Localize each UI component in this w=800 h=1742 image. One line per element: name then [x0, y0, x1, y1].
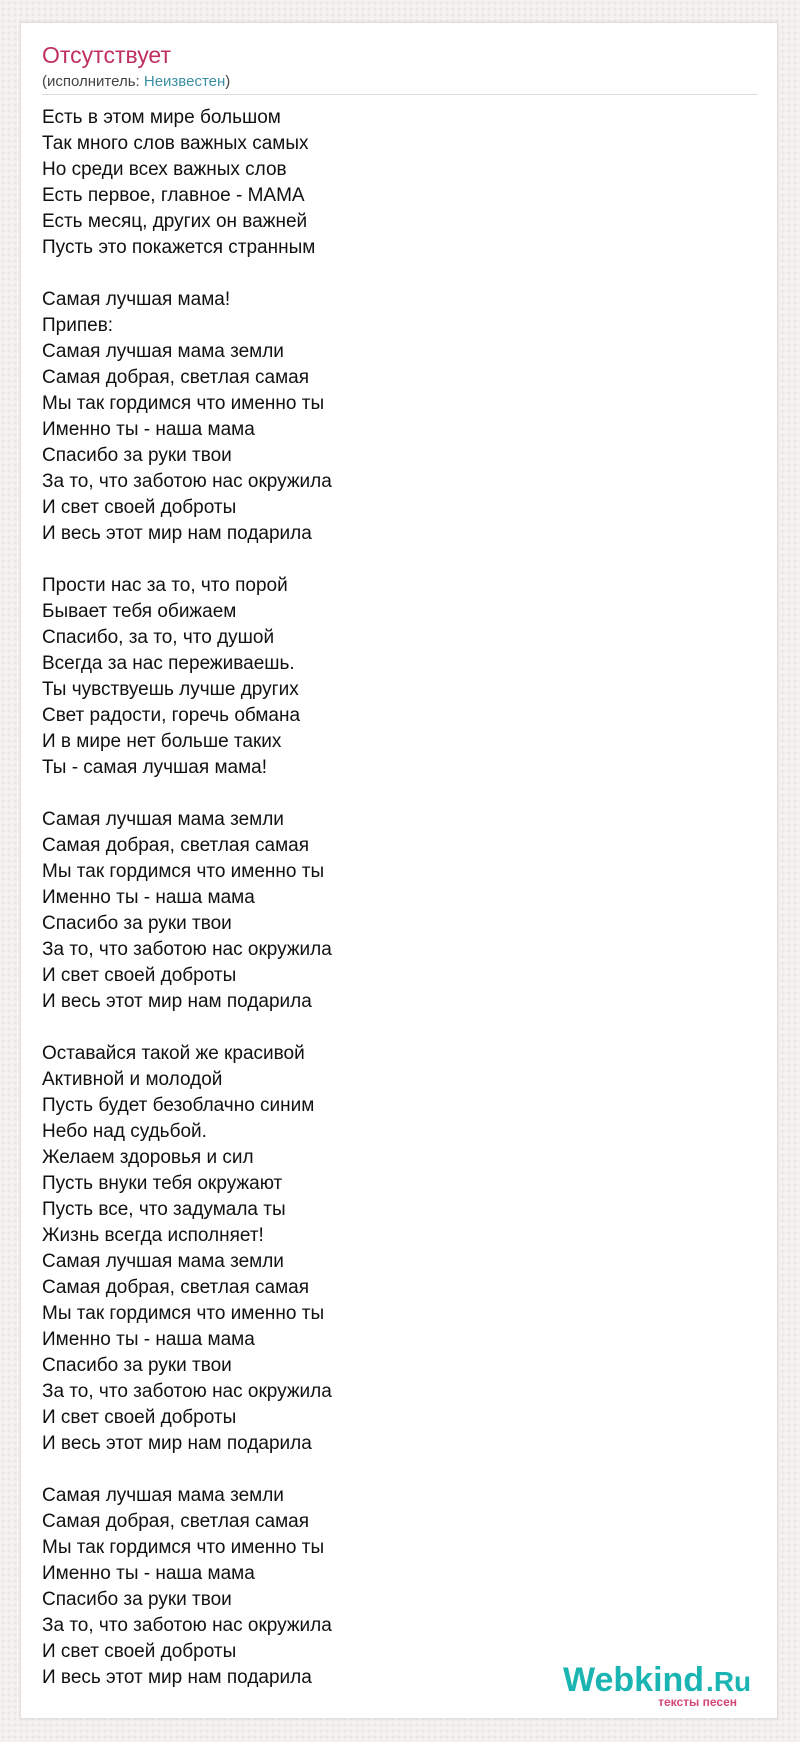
lyric-line: Спасибо за руки твои: [42, 445, 232, 466]
lyric-line: И свет своей доброты: [42, 1407, 237, 1428]
lyric-line: Мы так гордимся что именно ты: [42, 1537, 325, 1558]
lyric-line: Мы так гордимся что именно ты: [42, 1303, 325, 1324]
lyric-line: Спасибо за руки твои: [42, 913, 232, 934]
lyric-line: Самая добрая, светлая самая: [42, 1277, 310, 1298]
lyric-line: Именно ты - наша мама: [42, 887, 255, 908]
artist-link[interactable]: Неизвестен: [143, 73, 226, 90]
artist-line: [42, 73, 230, 91]
lyric-line: Пусть будет безоблачно синим: [42, 1095, 315, 1116]
lyric-line: Ты чувствуешь лучше других: [42, 679, 299, 700]
lyric-line: Есть первое, главное - МАМА: [42, 185, 305, 206]
lyric-line: Пусть внуки тебя окружают: [42, 1173, 283, 1194]
stanza-gap: [42, 261, 332, 287]
lyric-line: Именно ты - наша мама: [42, 1329, 255, 1350]
lyric-line: Самая лучшая мама земли: [42, 341, 284, 362]
stanza-gap: [42, 1015, 332, 1041]
stanza-gap: [42, 781, 332, 807]
lyric-line: Жизнь всегда исполняет!: [42, 1225, 264, 1246]
lyric-line: Именно ты - наша мама: [42, 419, 255, 440]
song-title: Отсутствует: [42, 42, 171, 68]
lyric-line: И весь этот мир нам подарила: [42, 991, 312, 1012]
artist-suffix: ): [225, 73, 231, 90]
stanza-gap: [42, 1457, 332, 1483]
lyric-line: Спасибо, за то, что душой: [42, 627, 275, 648]
lyric-line: Самая добрая, светлая самая: [42, 835, 310, 856]
lyric-line: Но среди всех важных слов: [42, 159, 287, 180]
lyric-line: Оставайся такой же красивой: [42, 1043, 305, 1064]
lyric-line: Желаем здоровья и сил: [42, 1147, 254, 1168]
lyric-line: Самая лучшая мама земли: [42, 1251, 284, 1272]
lyric-line: Самая добрая, светлая самая: [42, 367, 310, 388]
lyric-line: И в мире нет больше таких: [42, 731, 282, 752]
lyric-line: Самая лучшая мама!: [42, 289, 231, 310]
lyric-line: Пусть все, что задумала ты: [42, 1199, 286, 1220]
lyric-line: Спасибо за руки твои: [42, 1589, 232, 1610]
webkind-logo[interactable]: [563, 1660, 773, 1710]
lyric-line: За то, что заботою нас окружила: [42, 939, 332, 960]
lyrics-card: [20, 22, 778, 1719]
lyric-line: Самая лучшая мама земли: [42, 1485, 284, 1506]
lyric-line: Активной и молодой: [42, 1069, 223, 1090]
lyric-line: Прости нас за то, что порой: [42, 575, 288, 596]
lyrics-text: [42, 105, 332, 1691]
lyric-line: Самая добрая, светлая самая: [42, 1511, 310, 1532]
lyric-line: Именно ты - наша мама: [42, 1563, 255, 1584]
lyric-line: Есть месяц, других он важней: [42, 211, 308, 232]
lyric-line: Мы так гордимся что именно ты: [42, 861, 325, 882]
lyric-line: Так много слов важных самых: [42, 133, 309, 154]
logo-tagline: тексты песен: [658, 1695, 737, 1709]
lyric-line: И весь этот мир нам подарила: [42, 523, 312, 544]
lyric-line: И весь этот мир нам подарила: [42, 1433, 312, 1454]
lyric-line: И свет своей доброты: [42, 497, 237, 518]
stanza-gap: [42, 547, 332, 573]
lyric-line: За то, что заботою нас окружила: [42, 471, 332, 492]
lyric-line: Припев:: [42, 315, 114, 336]
lyric-line: Пусть это покажется странным: [42, 237, 316, 258]
artist-prefix: (исполнитель:: [42, 73, 144, 90]
lyric-line: За то, что заботою нас окружила: [42, 1381, 332, 1402]
lyric-line: И свет своей доброты: [42, 1641, 237, 1662]
lyric-line: Мы так гордимся что именно ты: [42, 393, 325, 414]
lyric-line: И свет своей доброты: [42, 965, 237, 986]
lyric-line: За то, что заботою нас окружила: [42, 1615, 332, 1636]
lyric-line: Самая лучшая мама земли: [42, 809, 284, 830]
logo-tld: .Ru: [706, 1666, 752, 1697]
lyric-line: Ты - самая лучшая мама!: [42, 757, 267, 778]
lyric-line: Бывает тебя обижаем: [42, 601, 237, 622]
lyric-line: Свет радости, горечь обмана: [42, 705, 301, 726]
logo-name: Webkind: [563, 1661, 705, 1699]
lyric-line: И весь этот мир нам подарила: [42, 1667, 312, 1688]
lyric-line: Спасибо за руки твои: [42, 1355, 232, 1376]
lyric-line: Небо над судьбой.: [42, 1121, 207, 1142]
lyric-line: Всегда за нас переживаешь.: [42, 653, 295, 674]
lyric-line: Есть в этом мире большом: [42, 107, 281, 128]
header-divider: [42, 94, 758, 95]
